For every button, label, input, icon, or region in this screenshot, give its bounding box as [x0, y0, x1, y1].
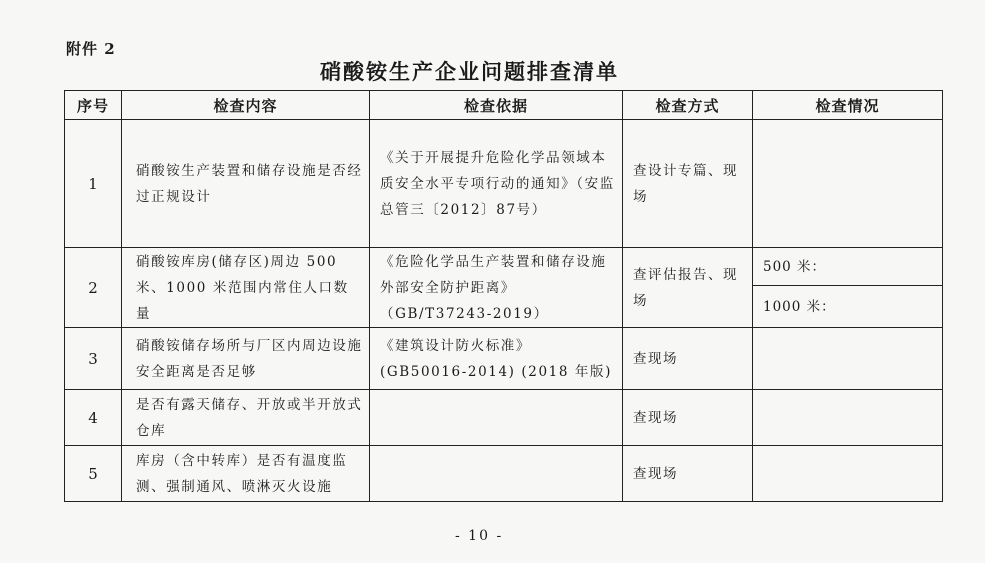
table-row: [65, 248, 943, 286]
row-number: 1: [65, 120, 122, 248]
header-inspection-method: 检查方式: [623, 91, 753, 120]
inspection-basis-cell: [370, 390, 623, 446]
inspection-basis-cell: [370, 446, 623, 502]
row-number: 5: [65, 446, 122, 502]
page-number: - 10 -: [455, 528, 504, 544]
inspection-method-cell: 查现场: [623, 390, 753, 446]
inspection-content-cell: 是否有露天储存、开放或半开放式仓库: [122, 390, 370, 446]
inspection-method-cell: 查现场: [623, 328, 753, 390]
inspection-content-cell: 硝酸铵储存场所与厂区内周边设施安全距离是否足够: [122, 328, 370, 390]
inspection-situation-cell[interactable]: [753, 120, 943, 248]
inspection-basis-cell: 《危险化学品生产装置和储存设施外部安全防护距离》（GB/T37243-2019）: [370, 248, 623, 328]
attachment-label: 附件 2: [66, 40, 116, 58]
row-number: 2: [65, 248, 122, 328]
header-serial-number: 序号: [65, 91, 122, 120]
header-inspection-basis: 检查依据: [370, 91, 623, 120]
inspection-checklist-table: [64, 90, 943, 502]
inspection-situation-cell[interactable]: [753, 328, 943, 390]
inspection-method-cell: 查现场: [623, 446, 753, 502]
table-row: [65, 120, 943, 248]
document-title: 硝酸铵生产企业问题排查清单: [320, 59, 619, 84]
inspection-content-cell: 库房（含中转库）是否有温度监测、强制通风、喷淋灭火设施: [122, 446, 370, 502]
inspection-content-cell: 硝酸铵库房(储存区)周边 500 米、1000 米范围内常住人口数量: [122, 248, 370, 328]
inspection-situation-cell[interactable]: [753, 446, 943, 502]
inspection-situation-cell[interactable]: [753, 390, 943, 446]
inspection-basis-cell: 《建筑设计防火标准》(GB50016-2014) (2018 年版): [370, 328, 623, 390]
header-inspection-situation: 检查情况: [753, 91, 943, 120]
inspection-method-cell: 查设计专篇、现场: [623, 120, 753, 248]
table-header-row: [65, 91, 943, 120]
inspection-situation-500m-cell[interactable]: 500 米：: [753, 248, 943, 286]
row-number: 3: [65, 328, 122, 390]
inspection-content-cell: 硝酸铵生产装置和储存设施是否经过正规设计: [122, 120, 370, 248]
inspection-basis-cell: 《关于开展提升危险化学品领域本质安全水平专项行动的通知》（安监总管三〔2012〕87号）: [370, 120, 623, 248]
row-number: 4: [65, 390, 122, 446]
header-inspection-content: 检查内容: [122, 91, 370, 120]
table-row: [65, 446, 943, 502]
inspection-method-cell: 查评估报告、现场: [623, 248, 753, 328]
table-row: [65, 328, 943, 390]
table-row: [65, 390, 943, 446]
inspection-situation-1000m-cell[interactable]: 1000 米：: [753, 286, 943, 328]
